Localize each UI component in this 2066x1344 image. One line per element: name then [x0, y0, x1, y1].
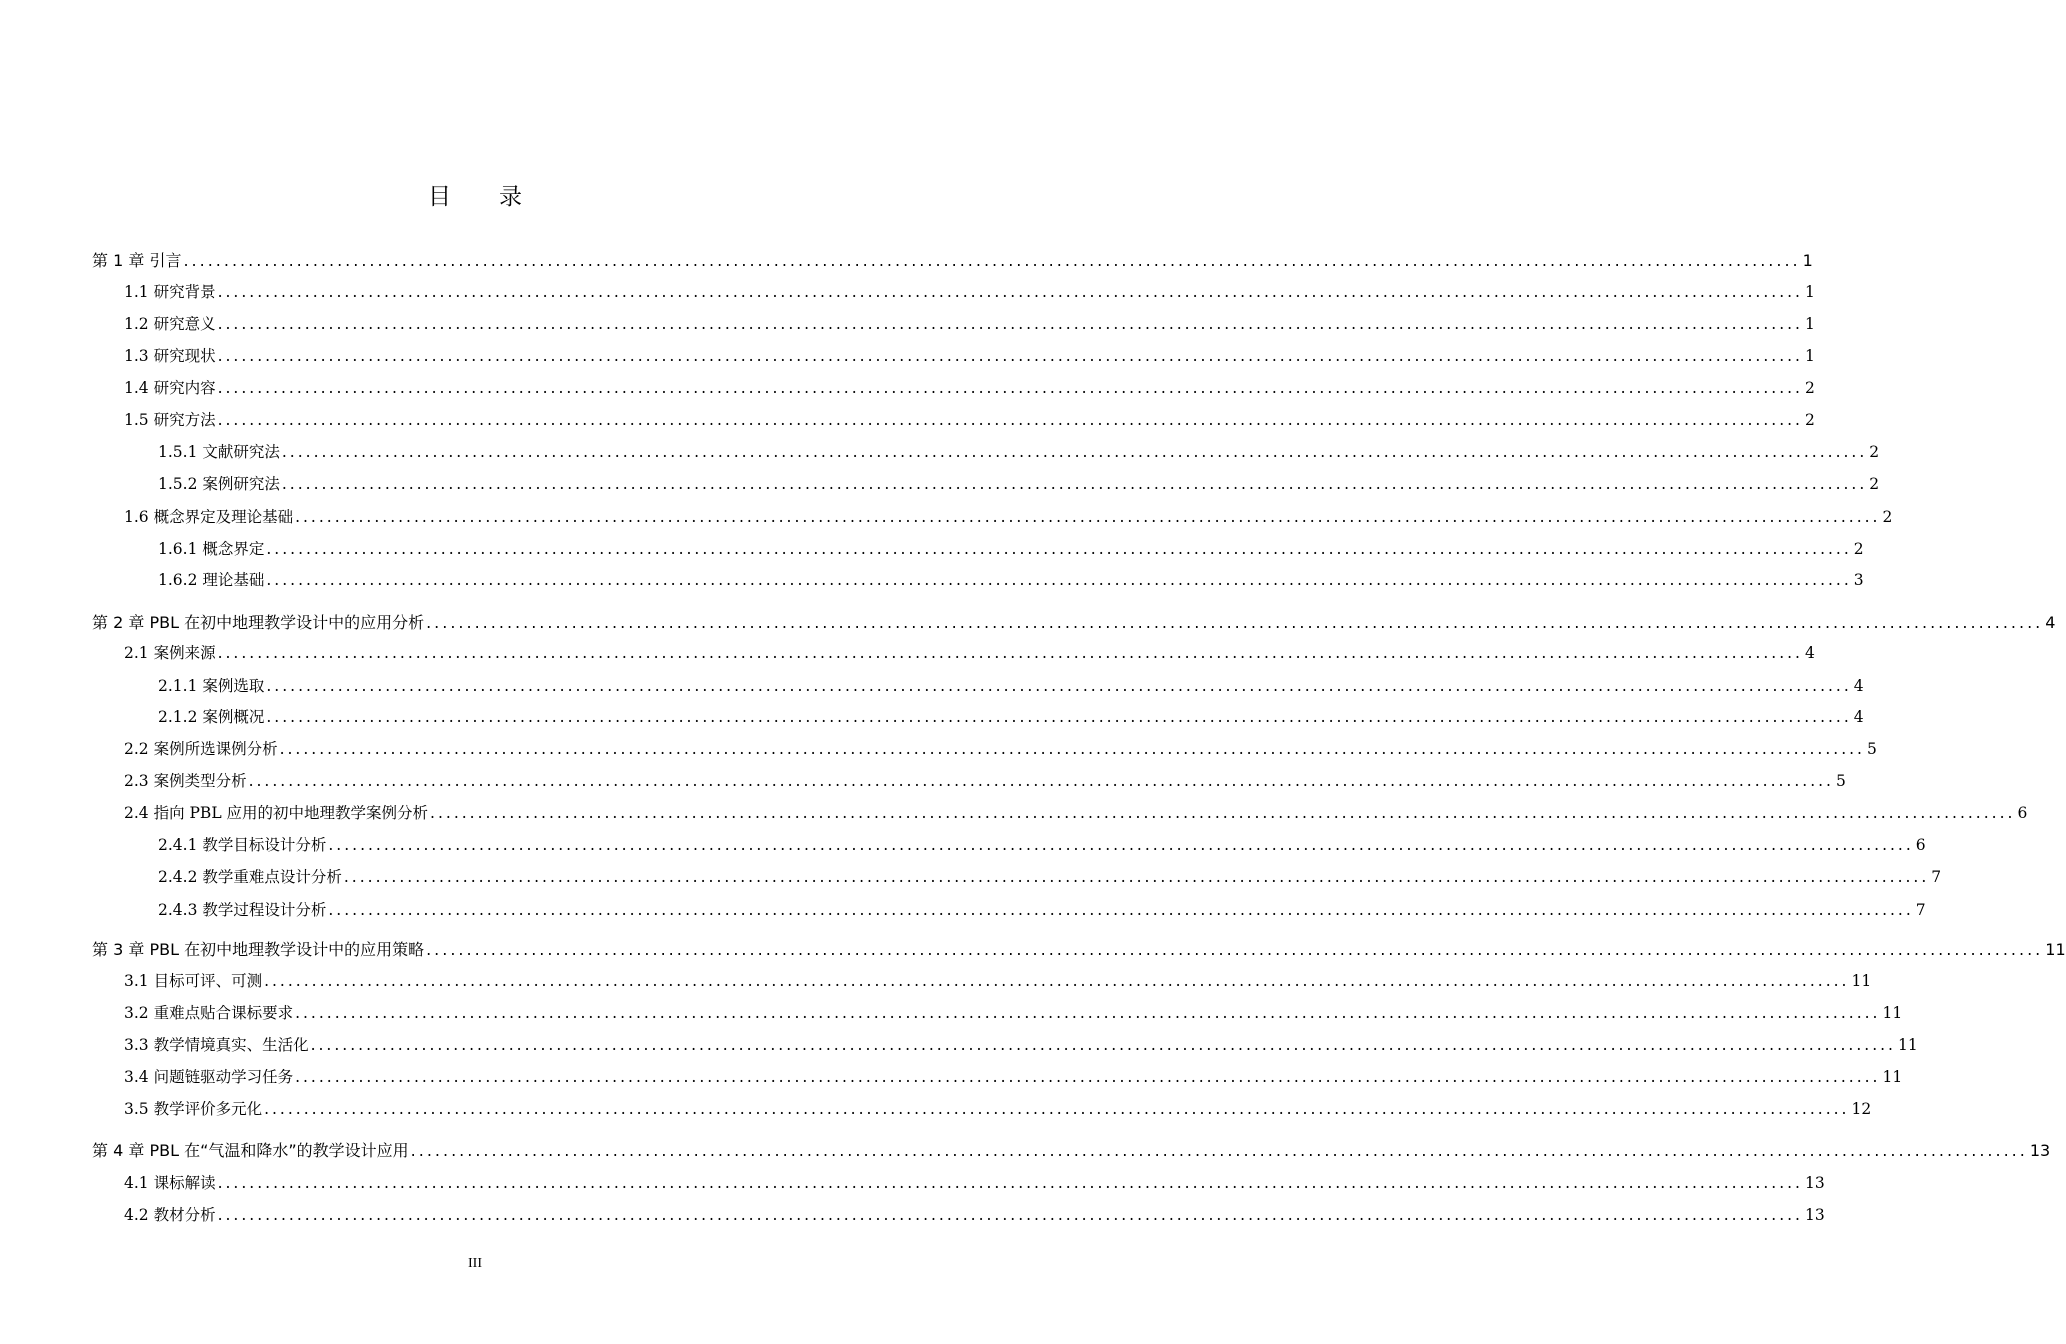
- toc-entry-label: 1.5.2 案例研究法: [158, 475, 280, 493]
- toc-entry[interactable]: [0, 472, 1880, 496]
- toc-entry-page: 4: [1853, 708, 1864, 726]
- toc-entry-label: 1.6 概念界定及理论基础: [124, 508, 294, 526]
- toc-entry-label: 1.4 研究内容: [124, 379, 216, 397]
- toc-entry-page: 13: [2029, 1141, 2051, 1160]
- toc-entry-page: 2: [1804, 379, 1815, 397]
- toc-entry[interactable]: [0, 801, 2028, 825]
- toc-entry[interactable]: [0, 937, 2066, 961]
- toc-entry-label: 1.5 研究方法: [124, 411, 216, 429]
- toc-entry-label: 2.4.2 教学重难点设计分析: [158, 868, 342, 886]
- toc-entry-label: 3.2 重难点贴合课标要求: [124, 1004, 294, 1022]
- toc-entry-page: 11: [2045, 940, 2066, 959]
- toc-entry-page: 11: [1897, 1036, 1918, 1054]
- toc-entry[interactable]: [0, 1065, 1903, 1089]
- dot-leader: ........................................................................................................................................................................................................: [281, 443, 1868, 461]
- toc-entry-page: 2: [1804, 411, 1815, 429]
- toc-entry[interactable]: [0, 344, 1815, 368]
- dot-leader: ........................................................................................................................................................................................................: [266, 677, 1852, 695]
- dot-leader: ........................................................................................................................................................................................................: [217, 411, 1803, 429]
- toc-entry-label: 2.1.1 案例选取: [158, 677, 265, 695]
- toc-entry[interactable]: [0, 1203, 1825, 1227]
- toc-entry[interactable]: [0, 280, 1815, 304]
- toc-entry-page: 1: [1804, 347, 1815, 365]
- dot-leader: ........................................................................................................................................................................................................: [295, 508, 1881, 526]
- toc-entry[interactable]: [0, 833, 1926, 857]
- toc-entry-page: 7: [1931, 868, 1942, 886]
- toc-entry-page: 7: [1915, 901, 1926, 919]
- toc-entry-page: 1: [1802, 251, 1813, 270]
- title-char-2: 录: [499, 184, 522, 210]
- toc-entry-label: 1.1 研究背景: [124, 283, 216, 301]
- toc-entry-page: 13: [1804, 1206, 1825, 1224]
- dot-leader: ........................................................................................................................................................................................................: [343, 868, 1930, 886]
- dot-leader: ........................................................................................................................................................................................................: [266, 708, 1852, 726]
- dot-leader: ........................................................................................................................................................................................................: [310, 1036, 1896, 1054]
- toc-entry[interactable]: [0, 568, 1864, 592]
- toc-entry-page: 11: [1851, 972, 1872, 990]
- toc-entry-label: 第 4 章 PBL 在“气温和降水”的教学设计应用: [92, 1141, 409, 1160]
- toc-entry-label: 2.4 指向 PBL 应用的初中地理教学案例分析: [124, 804, 429, 822]
- dot-leader: ........................................................................................................................................................................................................: [328, 836, 1914, 854]
- dot-leader: ........................................................................................................................................................................................................: [217, 347, 1803, 365]
- toc-entry-page: 4: [2045, 613, 2056, 632]
- dot-leader: ........................................................................................................................................................................................................: [430, 804, 2016, 822]
- toc-entry-label: 3.1 目标可评、可测: [124, 972, 263, 990]
- toc-entry-page: 2: [1869, 475, 1880, 493]
- toc-entry[interactable]: [0, 1033, 1918, 1057]
- toc-entry-label: 1.2 研究意义: [124, 315, 216, 333]
- toc-entry[interactable]: [0, 312, 1815, 336]
- toc-entry[interactable]: [0, 769, 1846, 793]
- dot-leader: ........................................................................................................................................................................................................: [410, 1141, 2028, 1160]
- dot-leader: ........................................................................................................................................................................................................: [279, 740, 1865, 758]
- toc-entry[interactable]: [0, 1001, 1903, 1025]
- toc-entry-page: 5: [1835, 772, 1846, 790]
- toc-entry-label: 1.6.1 概念界定: [158, 540, 265, 558]
- toc-entry[interactable]: [0, 376, 1815, 400]
- page-number: III: [468, 1256, 482, 1271]
- toc-entry-page: 1: [1804, 315, 1815, 333]
- toc-entry-label: 3.4 问题链驱动学习任务: [124, 1068, 294, 1086]
- toc-entry-label: 2.3 案例类型分析: [124, 772, 247, 790]
- dot-leader: ........................................................................................................................................................................................................: [264, 972, 1850, 990]
- toc-entry-page: 6: [2017, 804, 2028, 822]
- toc-entry-page: 4: [1804, 644, 1815, 662]
- dot-leader: ........................................................................................................................................................................................................: [217, 644, 1803, 662]
- toc-entry-page: 12: [1851, 1100, 1872, 1118]
- toc-entry-label: 第 3 章 PBL 在初中地理教学设计中的应用策略: [92, 940, 425, 959]
- title-char-1: 目: [428, 184, 451, 210]
- toc-entry-page: 2: [1882, 508, 1893, 526]
- toc-entry-label: 3.5 教学评价多元化: [124, 1100, 263, 1118]
- toc-entry-page: 2: [1869, 443, 1880, 461]
- toc-entry[interactable]: [0, 969, 1872, 993]
- toc-entry[interactable]: [0, 865, 1942, 889]
- dot-leader: ........................................................................................................................................................................................................: [426, 613, 2044, 632]
- toc-entry[interactable]: [0, 440, 1880, 464]
- toc-entry-page: 1: [1804, 283, 1815, 301]
- toc-entry[interactable]: [0, 1138, 2051, 1162]
- toc-entry-label: 4.1 课标解读: [124, 1174, 216, 1192]
- toc-entry-page: 5: [1866, 740, 1877, 758]
- toc-entry[interactable]: [0, 610, 2056, 634]
- dot-leader: ........................................................................................................................................................................................................: [217, 379, 1803, 397]
- dot-leader: ........................................................................................................................................................................................................: [295, 1004, 1881, 1022]
- toc-entry-label: 2.2 案例所选课例分析: [124, 740, 278, 758]
- toc-entry-page: 13: [1804, 1174, 1825, 1192]
- dot-leader: ........................................................................................................................................................................................................: [248, 772, 1834, 790]
- toc-entry[interactable]: [0, 248, 1813, 272]
- dot-leader: ........................................................................................................................................................................................................: [328, 901, 1914, 919]
- toc-entry[interactable]: [0, 537, 1864, 561]
- toc-entry-label: 2.4.3 教学过程设计分析: [158, 901, 327, 919]
- toc-entry[interactable]: [0, 674, 1864, 698]
- toc-entry-label: 第 2 章 PBL 在初中地理教学设计中的应用分析: [92, 613, 425, 632]
- toc-entry[interactable]: [0, 641, 1815, 665]
- dot-leader: ........................................................................................................................................................................................................: [217, 1174, 1803, 1192]
- dot-leader: ........................................................................................................................................................................................................: [426, 940, 2044, 959]
- toc-entry[interactable]: [0, 505, 1893, 529]
- toc-entry-page: 3: [1853, 571, 1864, 589]
- toc-entry[interactable]: [0, 408, 1815, 432]
- toc-entry-label: 第 1 章 引言: [92, 251, 182, 270]
- toc-entry-label: 4.2 教材分析: [124, 1206, 216, 1224]
- toc-entry[interactable]: [0, 737, 1877, 761]
- toc-entry[interactable]: [0, 1097, 1872, 1121]
- toc-entry-label: 1.3 研究现状: [124, 347, 216, 365]
- toc-entry-page: 4: [1853, 677, 1864, 695]
- toc-entry-page: 11: [1882, 1004, 1903, 1022]
- toc-entry-label: 2.1 案例来源: [124, 644, 216, 662]
- toc-entry-label: 1.6.2 理论基础: [158, 571, 265, 589]
- dot-leader: ........................................................................................................................................................................................................: [217, 283, 1803, 301]
- dot-leader: ........................................................................................................................................................................................................: [217, 315, 1803, 333]
- toc-entry[interactable]: [0, 705, 1864, 729]
- toc-entry-label: 1.5.1 文献研究法: [158, 443, 280, 461]
- toc-entry-page: 11: [1882, 1068, 1903, 1086]
- dot-leader: ........................................................................................................................................................................................................: [217, 1206, 1803, 1224]
- toc-entry-label: 3.3 教学情境真实、生活化: [124, 1036, 309, 1054]
- dot-leader: ........................................................................................................................................................................................................: [266, 571, 1852, 589]
- dot-leader: ........................................................................................................................................................................................................: [183, 251, 1801, 270]
- page-title: [0, 178, 950, 211]
- dot-leader: ........................................................................................................................................................................................................: [266, 540, 1852, 558]
- dot-leader: ........................................................................................................................................................................................................: [295, 1068, 1881, 1086]
- toc-entry[interactable]: [0, 1171, 1825, 1195]
- toc-entry-label: 2.4.1 教学目标设计分析: [158, 836, 327, 854]
- dot-leader: ........................................................................................................................................................................................................: [281, 475, 1868, 493]
- toc-entry-page: 6: [1915, 836, 1926, 854]
- toc-entry-page: 2: [1853, 540, 1864, 558]
- toc-entry[interactable]: [0, 898, 1926, 922]
- dot-leader: ........................................................................................................................................................................................................: [264, 1100, 1850, 1118]
- toc-entry-label: 2.1.2 案例概况: [158, 708, 265, 726]
